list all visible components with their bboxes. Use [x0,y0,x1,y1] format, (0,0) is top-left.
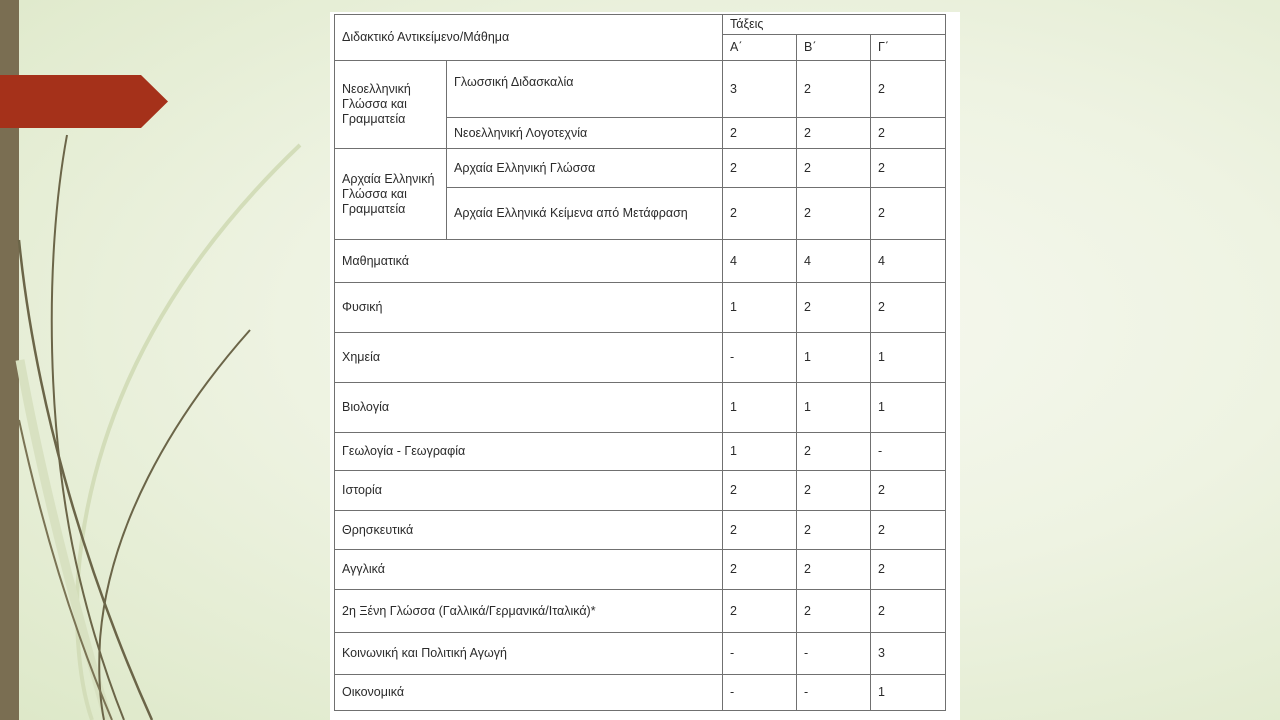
hours-c: - [871,433,946,471]
subject-label: Ιστορία [335,471,723,511]
subject-label: Οικονομικά [335,675,723,711]
hours-a: 2 [723,118,797,149]
hours-c: 2 [871,188,946,240]
hours-a: - [723,675,797,711]
subject-label: 2η Ξένη Γλώσσα (Γαλλικά/Γερμανικά/Ιταλικά)* [335,590,723,633]
hours-a: 2 [723,511,797,550]
hours-b: 2 [797,433,871,471]
hours-c: 1 [871,675,946,711]
hours-a: 4 [723,240,797,283]
hours-b: 1 [797,383,871,433]
subject-label: Γλωσσική Διδασκαλία [447,61,723,118]
hours-c: 4 [871,240,946,283]
hours-a: - [723,633,797,675]
hours-c: 2 [871,149,946,188]
hours-a: 2 [723,188,797,240]
hours-c: 2 [871,118,946,149]
subject-label: Χημεία [335,333,723,383]
grass-decoration [0,0,330,720]
hours-a: 1 [723,283,797,333]
subject-label: Κοινωνική και Πολιτική Αγωγή [335,633,723,675]
hours-a: 2 [723,149,797,188]
grass-blade-dark-2 [99,330,250,720]
hours-c: 1 [871,383,946,433]
classes-header: Τάξεις [723,15,946,35]
subject-label: Γεωλογία - Γεωγραφία [335,433,723,471]
hours-a: 3 [723,61,797,118]
curriculum-table [334,14,946,711]
hours-a: 2 [723,590,797,633]
group-label: Νεοελληνική Γλώσσα και Γραμματεία [335,61,447,149]
subject-label: Νεοελληνική Λογοτεχνία [447,118,723,149]
hours-b: 2 [797,188,871,240]
hours-b: 2 [797,118,871,149]
class-c-header: Γ΄ [871,35,946,61]
hours-a: 1 [723,433,797,471]
subject-header: Διδακτικό Αντικείμενο/Μάθημα [335,15,723,61]
subject-label: Αρχαία Ελληνική Γλώσσα [447,149,723,188]
hours-b: - [797,675,871,711]
hours-b: 2 [797,471,871,511]
hours-c: 3 [871,633,946,675]
subject-label: Αγγλικά [335,550,723,590]
hours-c: 2 [871,61,946,118]
hours-c: 2 [871,590,946,633]
grass-blade-light-2 [20,360,108,720]
grass-blade-light-1 [77,145,300,720]
hours-b: - [797,633,871,675]
grass-blade-dark-1 [52,135,124,720]
group-label: Αρχαία Ελληνική Γλώσσα και Γραμματεία [335,149,447,240]
hours-b: 2 [797,511,871,550]
hours-a: - [723,333,797,383]
subject-label: Φυσική [335,283,723,333]
hours-c: 2 [871,511,946,550]
hours-c: 1 [871,333,946,383]
hours-b: 2 [797,550,871,590]
hours-a: 2 [723,550,797,590]
subject-label: Βιολογία [335,383,723,433]
hours-b: 1 [797,333,871,383]
class-b-header: Β΄ [797,35,871,61]
hours-c: 2 [871,550,946,590]
subject-label: Μαθηματικά [335,240,723,283]
hours-c: 2 [871,471,946,511]
hours-b: 4 [797,240,871,283]
hours-a: 1 [723,383,797,433]
hours-c: 2 [871,283,946,333]
hours-a: 2 [723,471,797,511]
subject-label: Αρχαία Ελληνικά Κείμενα από Μετάφραση [447,188,723,240]
hours-b: 2 [797,283,871,333]
table-sheet [330,12,960,720]
hours-b: 2 [797,149,871,188]
hours-b: 2 [797,61,871,118]
subject-label: Θρησκευτικά [335,511,723,550]
hours-b: 2 [797,590,871,633]
class-a-header: Α΄ [723,35,797,61]
